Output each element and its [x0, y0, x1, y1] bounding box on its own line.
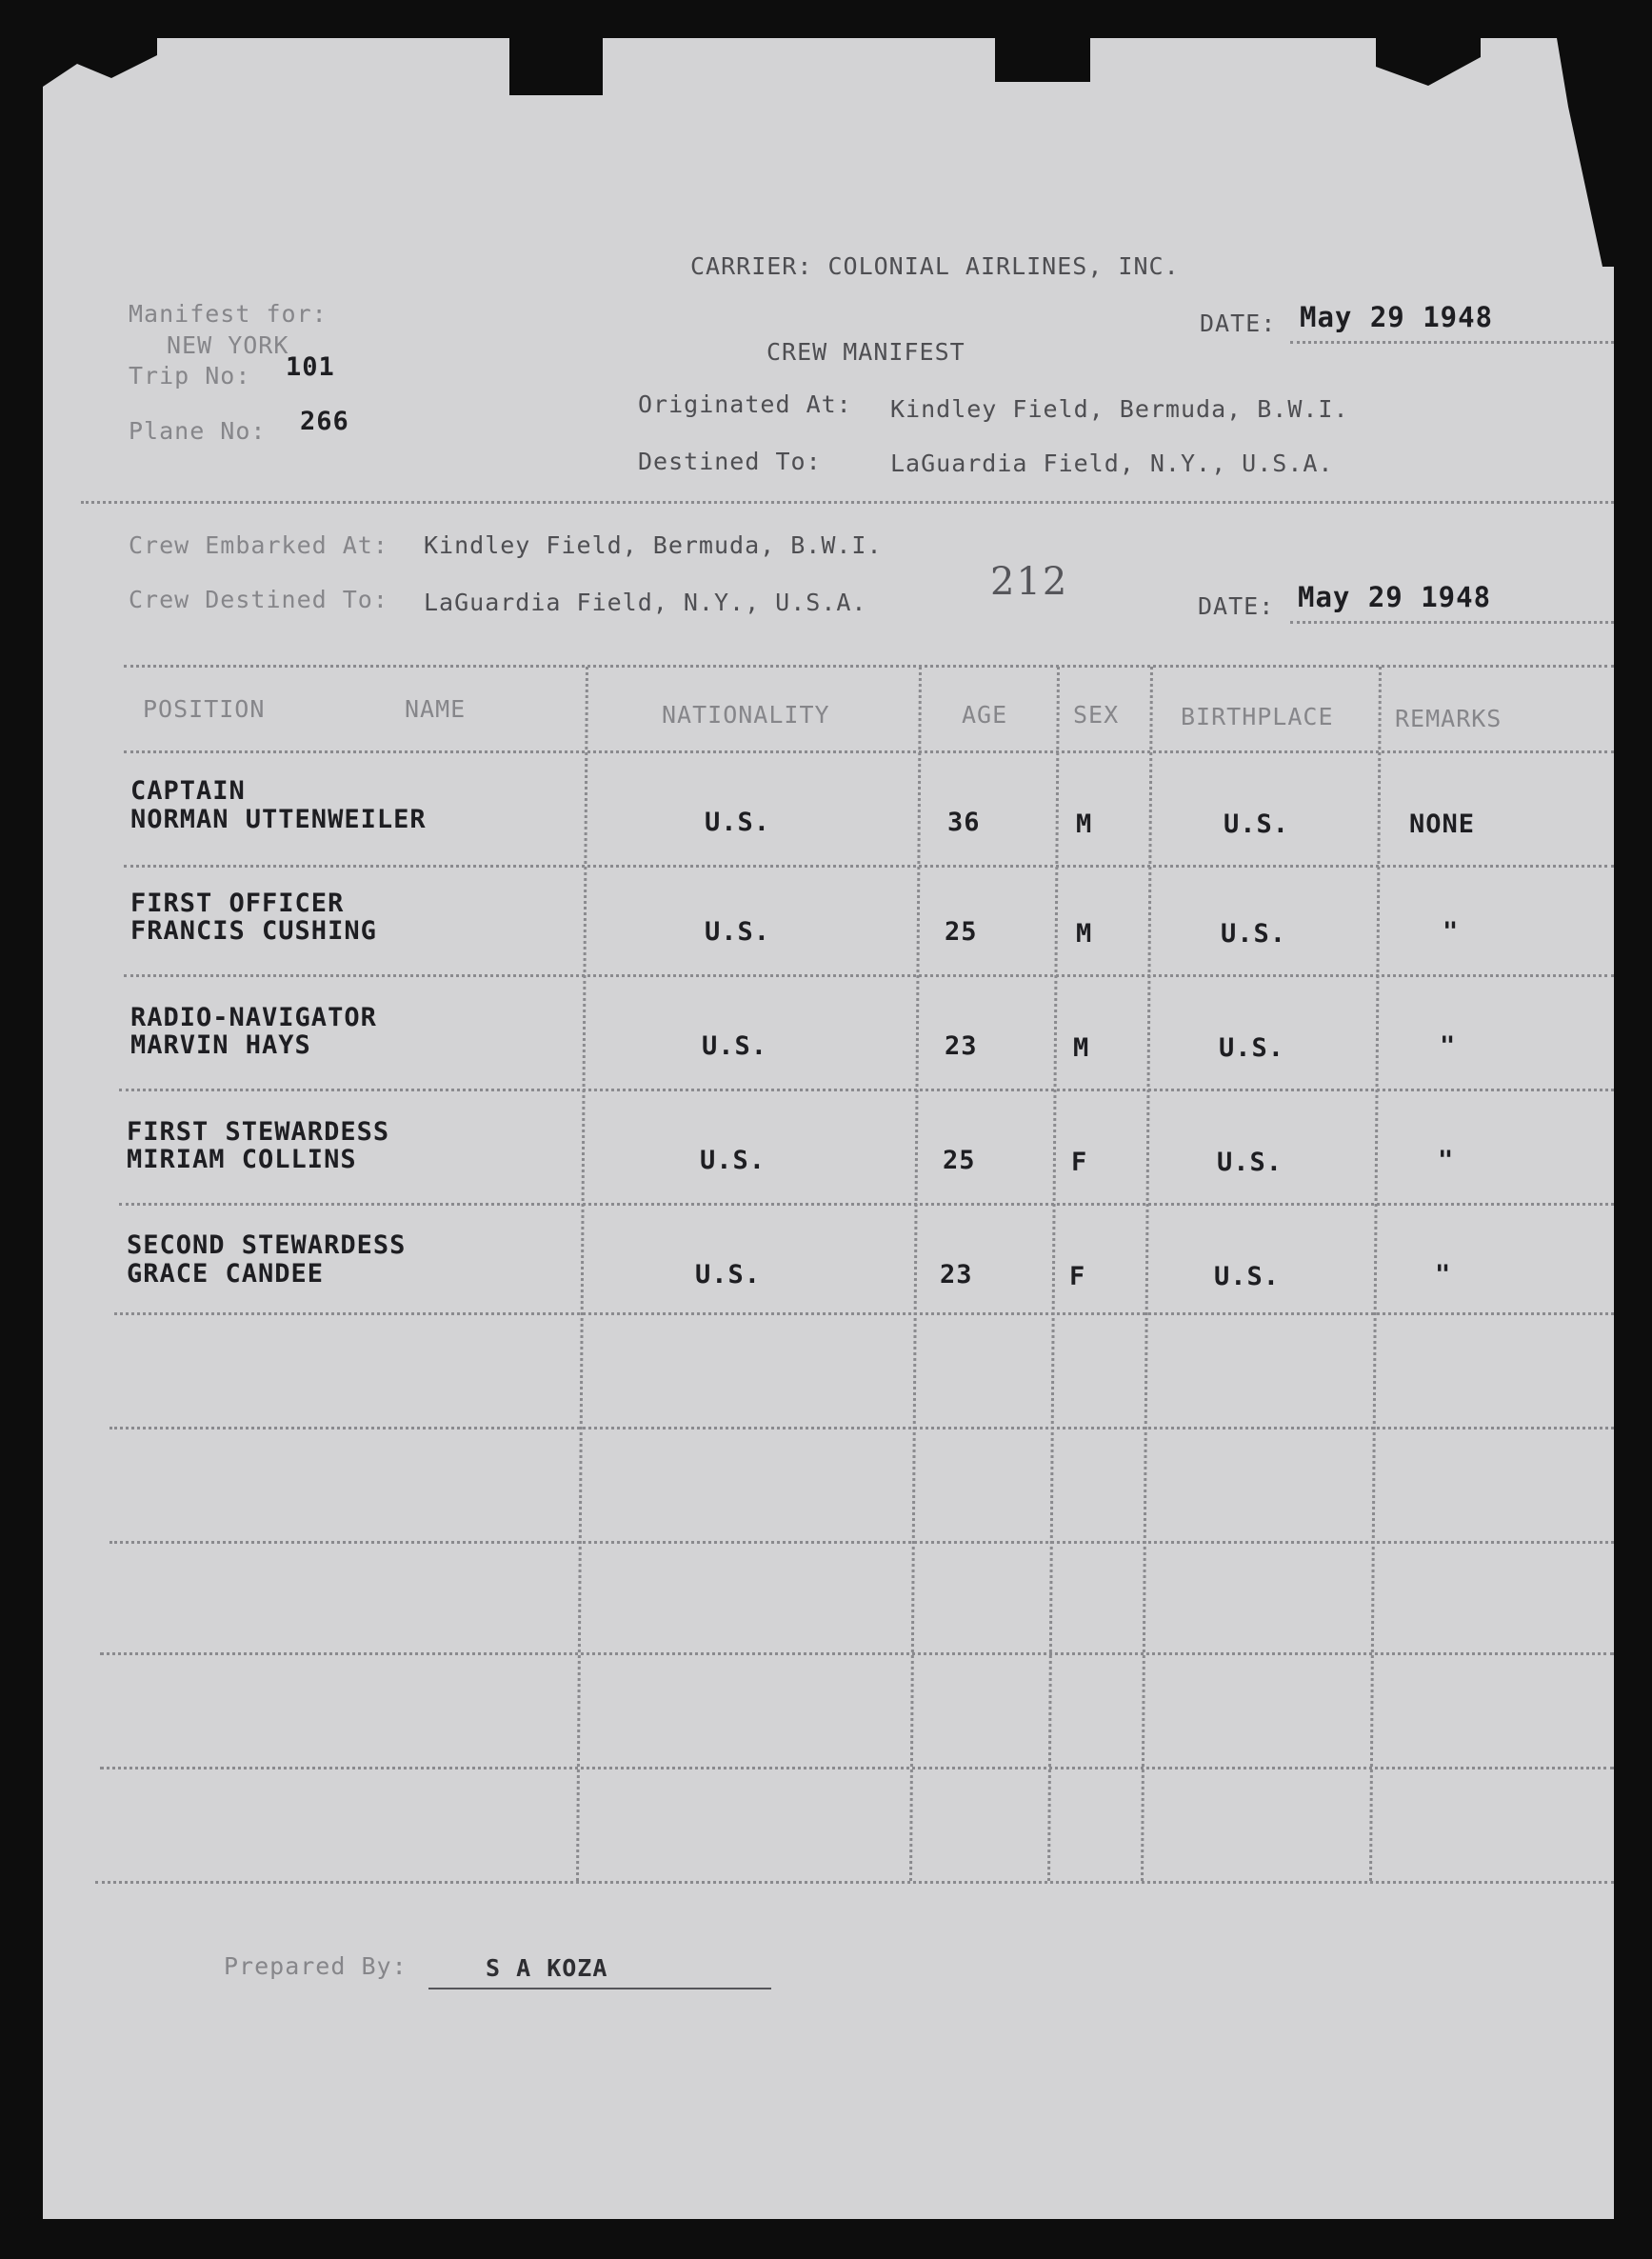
table-top-rule: [124, 665, 1614, 668]
col-rule-age: [909, 667, 922, 1881]
crew-destined-label: Crew Destined To:: [129, 586, 388, 613]
col-rule-nationality: [576, 667, 588, 1881]
row-5-remarks: ": [1435, 1260, 1452, 1289]
manifest-for-label: Manifest for:: [129, 300, 328, 328]
row-1-nationality: U.S.: [705, 808, 771, 837]
row-3-nationality: U.S.: [702, 1031, 768, 1061]
row-1-position: CAPTAIN: [130, 776, 246, 806]
row-1-age: 36: [947, 808, 981, 837]
header-nationality: NATIONALITY: [662, 701, 830, 729]
plane-value: 266: [300, 407, 349, 436]
destined-value: LaGuardia Field, N.Y., U.S.A.: [890, 450, 1334, 477]
row-1-remarks: NONE: [1409, 810, 1476, 839]
col-rule-birthplace: [1141, 667, 1153, 1881]
tape-mark-3: [1376, 38, 1481, 86]
table-bottom-rule: [95, 1881, 1614, 1884]
row-4-position: FIRST STEWARDESS: [127, 1117, 390, 1147]
crew-date-value: May 29 1948: [1298, 581, 1492, 613]
row-3-remarks: ": [1440, 1031, 1457, 1061]
row-2-position: FIRST OFFICER: [130, 889, 345, 918]
row-rule-9: [100, 1767, 1614, 1769]
row-1-birthplace: U.S.: [1224, 810, 1290, 839]
row-2-nationality: U.S.: [705, 917, 771, 947]
originated-label: Originated At:: [638, 390, 852, 418]
row-2-name: FRANCIS CUSHING: [130, 916, 377, 946]
row-4-remarks: ": [1438, 1146, 1455, 1175]
plane-label: Plane No:: [129, 417, 267, 445]
handwritten-number: 212: [990, 560, 1069, 604]
date-label: DATE:: [1200, 310, 1277, 337]
row-5-position: SECOND STEWARDESS: [127, 1230, 407, 1260]
row-5-name: GRACE CANDEE: [127, 1259, 325, 1289]
row-1-sex: M: [1076, 810, 1093, 839]
header-name: NAME: [405, 695, 467, 723]
row-rule-7: [109, 1541, 1614, 1544]
row-rule-5: [114, 1312, 1614, 1315]
header-sex: SEX: [1073, 701, 1120, 729]
row-rule-8: [100, 1652, 1614, 1655]
trip-value: 101: [286, 352, 335, 382]
row-3-sex: M: [1073, 1033, 1090, 1063]
col-rule-sex: [1047, 667, 1060, 1881]
header-remarks: REMARKS: [1395, 705, 1503, 732]
prepared-by-value: S A KOZA: [486, 1954, 608, 1982]
row-5-age: 23: [940, 1260, 973, 1289]
crew-date-label: DATE:: [1198, 592, 1275, 620]
row-2-sex: M: [1076, 919, 1093, 949]
prepared-by-label: Prepared By:: [224, 1952, 408, 1980]
row-4-name: MIRIAM COLLINS: [127, 1145, 357, 1174]
row-5-sex: F: [1069, 1262, 1086, 1291]
row-rule-1: [124, 865, 1614, 868]
torn-edge-left: [43, 38, 157, 95]
crew-manifest-title: CREW MANIFEST: [766, 338, 965, 366]
row-2-birthplace: U.S.: [1221, 919, 1287, 949]
row-3-birthplace: U.S.: [1219, 1033, 1285, 1063]
destined-label: Destined To:: [638, 448, 822, 475]
crew-date-underline: [1290, 621, 1614, 624]
trip-label: Trip No:: [129, 362, 251, 390]
torn-edge-right: [1538, 38, 1614, 267]
row-4-age: 25: [943, 1146, 976, 1175]
originated-value: Kindley Field, Bermuda, B.W.I.: [890, 395, 1349, 423]
carrier-line: CARRIER: COLONIAL AIRLINES, INC.: [690, 252, 1180, 280]
date-value: May 29 1948: [1300, 301, 1494, 333]
tape-mark-1: [509, 38, 603, 95]
row-4-nationality: U.S.: [700, 1146, 766, 1175]
tape-mark-2: [995, 38, 1090, 82]
row-1-name: NORMAN UTTENWEILER: [130, 805, 427, 834]
crew-destined-value: LaGuardia Field, N.Y., U.S.A.: [424, 589, 867, 616]
row-5-birthplace: U.S.: [1214, 1262, 1281, 1291]
manifest-for-value: NEW YORK: [167, 331, 289, 359]
header-divider: [81, 501, 1614, 504]
header-position: POSITION: [143, 695, 266, 723]
row-rule-3: [119, 1089, 1614, 1091]
row-2-remarks: ": [1443, 917, 1460, 947]
header-birthplace: BIRTHPLACE: [1181, 703, 1334, 730]
date-underline: [1290, 341, 1614, 344]
col-rule-remarks: [1369, 667, 1382, 1881]
prepared-by-line: [428, 1988, 771, 1989]
row-3-name: MARVIN HAYS: [130, 1030, 311, 1060]
row-2-age: 25: [945, 917, 978, 947]
row-5-nationality: U.S.: [695, 1260, 762, 1289]
manifest-page: [43, 38, 1614, 2219]
row-rule-4: [119, 1203, 1614, 1206]
row-3-age: 23: [945, 1031, 978, 1061]
header-age: AGE: [962, 701, 1008, 729]
row-rule-2: [124, 974, 1614, 977]
crew-embarked-label: Crew Embarked At:: [129, 531, 388, 559]
row-4-sex: F: [1071, 1148, 1088, 1177]
crew-embarked-value: Kindley Field, Bermuda, B.W.I.: [424, 531, 883, 559]
table-header-rule: [124, 750, 1614, 753]
row-4-birthplace: U.S.: [1217, 1148, 1284, 1177]
row-rule-6: [109, 1427, 1614, 1429]
row-3-position: RADIO-NAVIGATOR: [130, 1003, 377, 1032]
